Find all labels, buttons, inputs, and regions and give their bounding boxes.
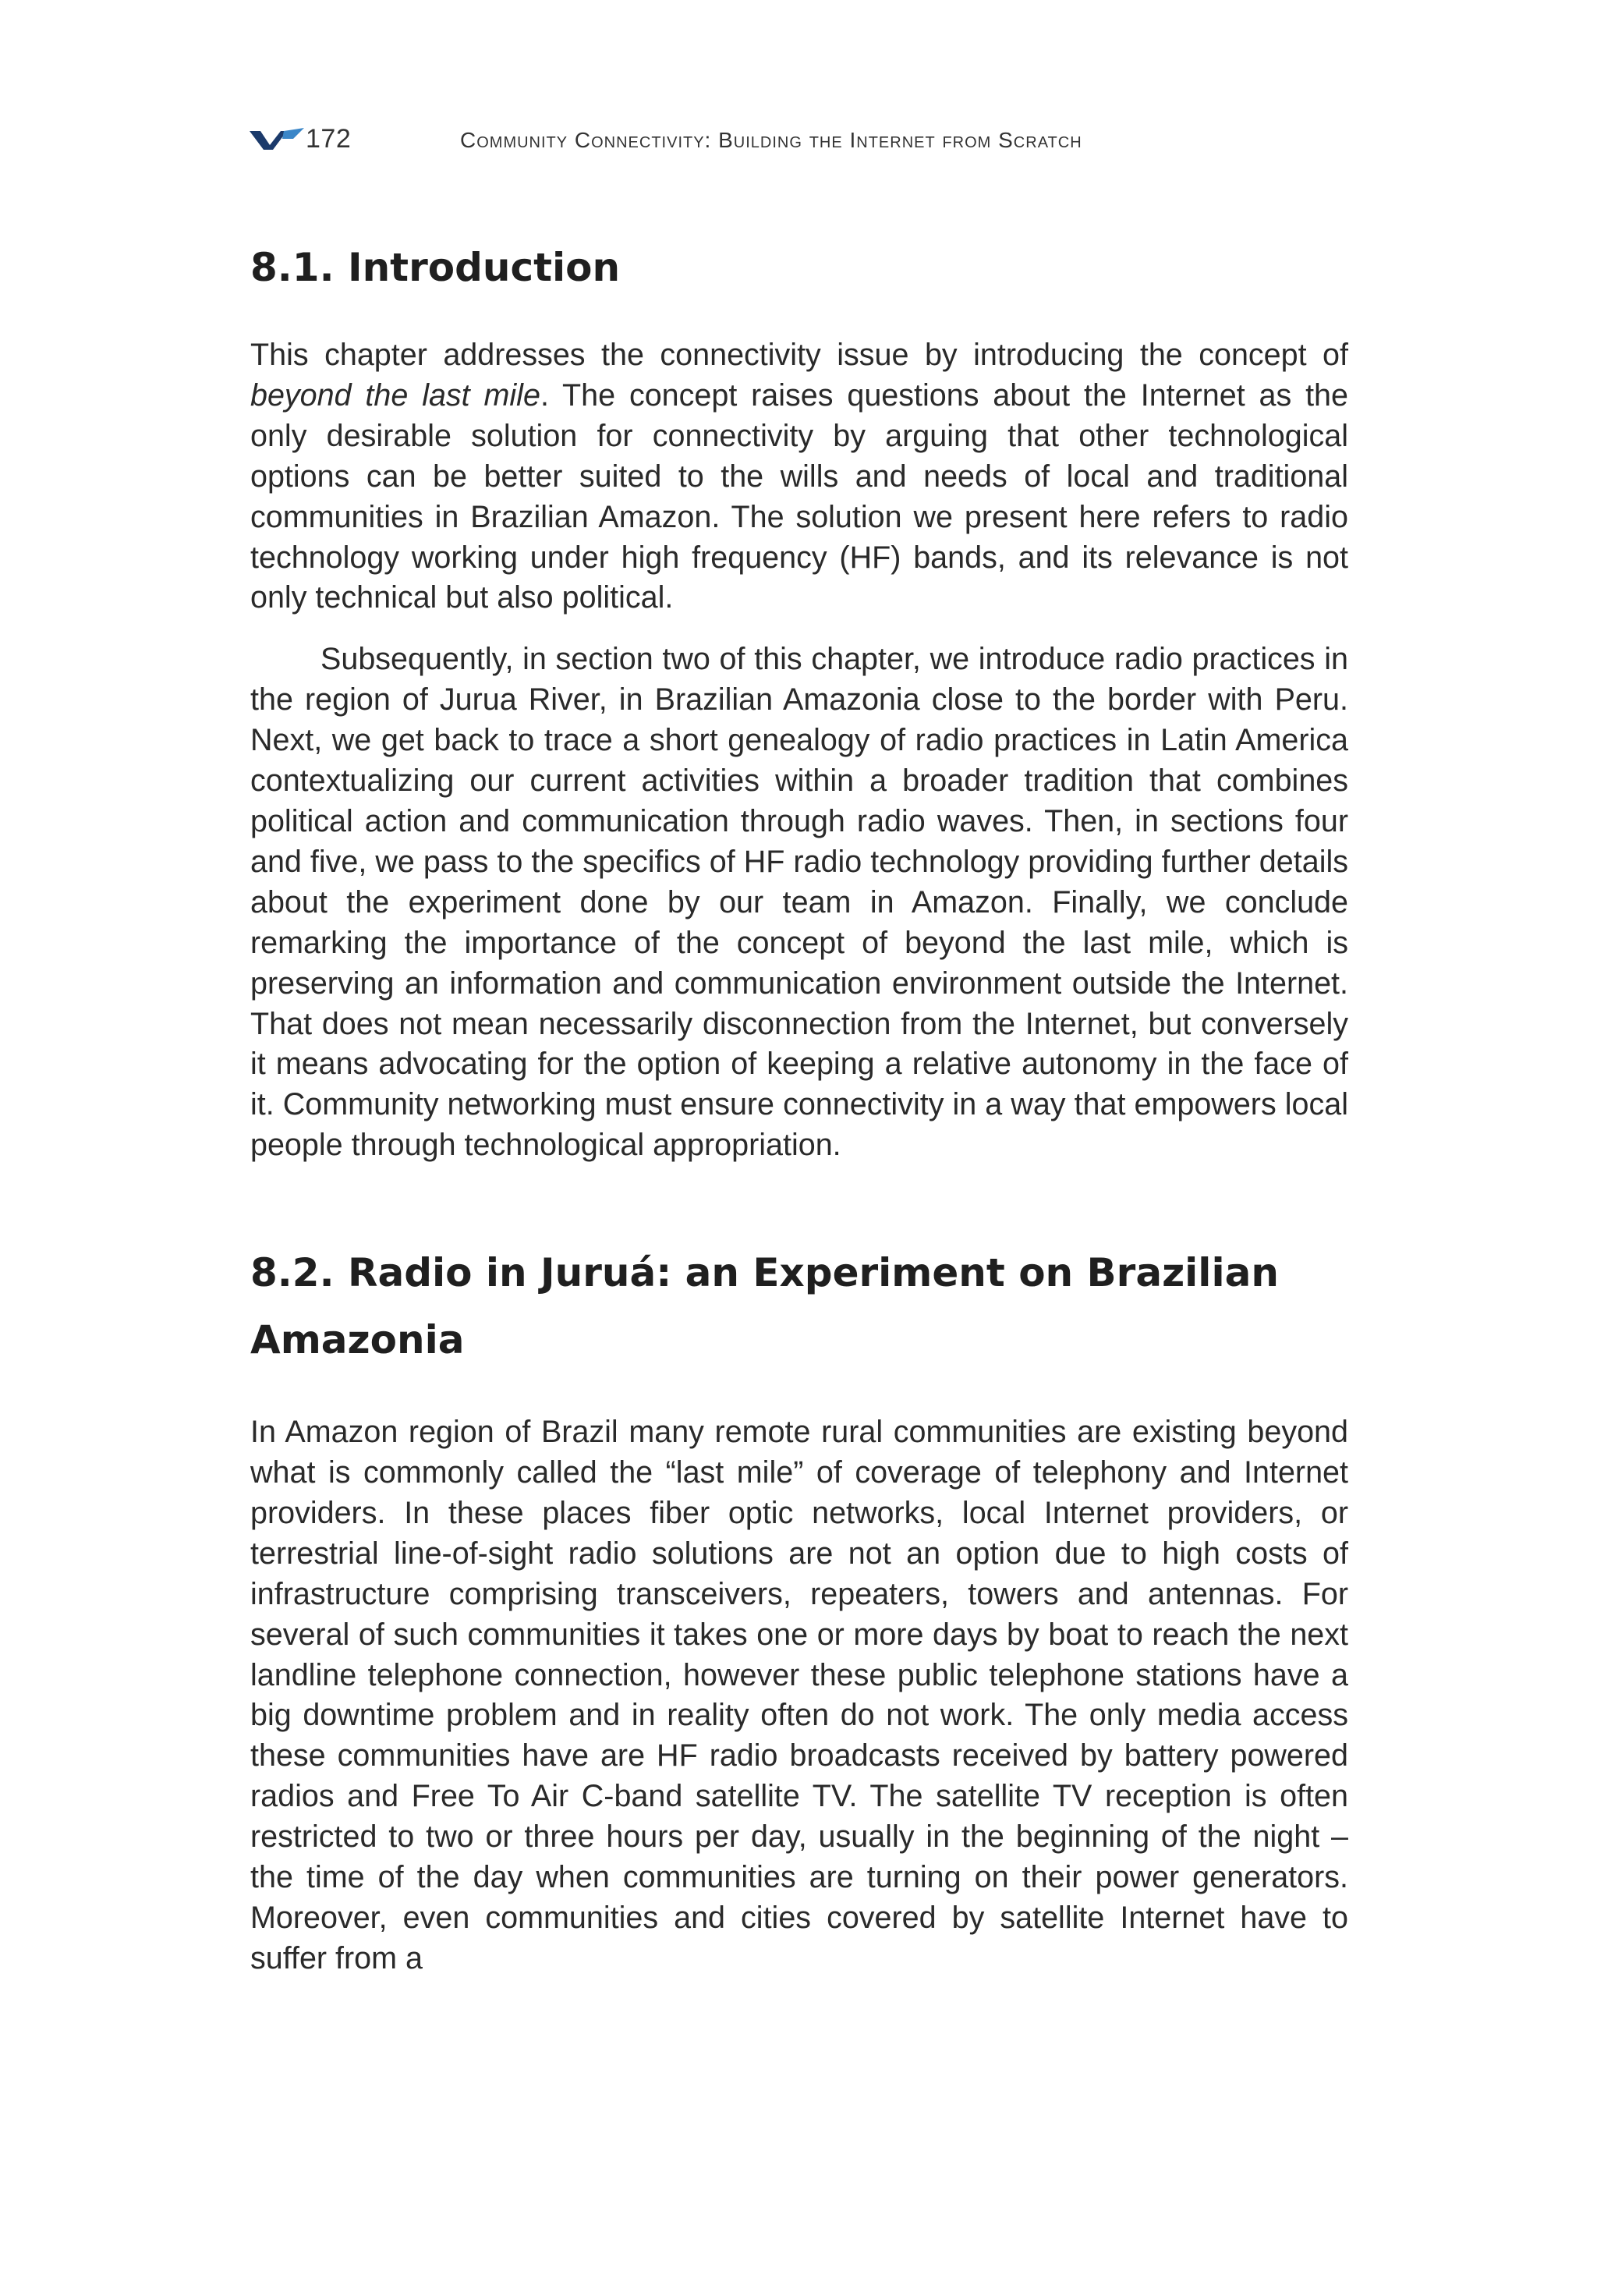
paragraph-text: This chapter addresses the connectivity issue by introducing the concept of: [250, 338, 1348, 372]
page-header: [250, 123, 1349, 154]
paragraph: Subsequently, in section two of this chapter, we introduce radio practices in the region of Jurua River, in Brazilian Amazonia close to the border with Peru. Next, we get back to trace a short genealogy of radio practices in Latin America contextualizing our current activities within a broader tradition that combines political action and communication through radio waves. Then, in sections four and five, we pass to the specifics of HF radio technology providing further details about the experiment done by our team in Amazon. Finally, we conclude remarking the importance of the concept of beyond the last mile, which is preserving an information and communication environment outside the Internet. That does not mean necessarily disconnection from the Internet, but conversely it means advocating for the option of keeping a relative autonomy in the face of it. Community networking must ensure connectivity in a way that empowers local people through technological appropriation.: [250, 642, 1348, 1163]
paragraph: In Amazon region of Brazil many remote rural communities are existing beyond what is commonly called the “last mile” of coverage of telephony and Internet providers. In these places fiber optic networks, local Internet providers, or terrestrial line-of-sight radio solutions are not an option due to high costs of infrastructure comprising transceivers, repeaters, towers and antennas. For several of such communities it takes one or more days by boat to reach the next landline telephone connection, however these public telephone stations have a big downtime problem and in reality often do not work. The only media access these communities have are HF radio broadcasts received by battery powered radios and Free To Air C-band satellite TV. The satellite TV reception is often restricted to two or three hours per day, usually in the beginning of the night – the time of the day when communities are turning on their power generators. Moreover, even communities and cities covered by satellite Internet have to suffer from a: [250, 1415, 1348, 1975]
publisher-logo-icon: [250, 126, 306, 151]
section-heading-radio-in-jurua: 8.2. Radio in Juruá: an Experiment on Brazilian Amazonia: [250, 1250, 1279, 1363]
paragraph: [250, 335, 1348, 618]
paragraph-text: . The concept raises questions about the Internet as the only desirable solution for connectivity by arguing that other technological options can be better suited to the wills and needs of local and traditional communities in Brazilian Amazon. The solution we present here refers to radio technology working under high frequency (HF) bands, and its relevance is not only technical but also political.: [250, 377, 1348, 615]
page-number: 172: [306, 124, 352, 154]
section-heading-introduction: 8.1. Introduction: [250, 245, 621, 290]
running-title: Community Connectivity: Building the Internet from Scratch: [460, 128, 1082, 152]
main-content: [250, 234, 1348, 1979]
italic-term: beyond the last mile: [250, 377, 540, 413]
